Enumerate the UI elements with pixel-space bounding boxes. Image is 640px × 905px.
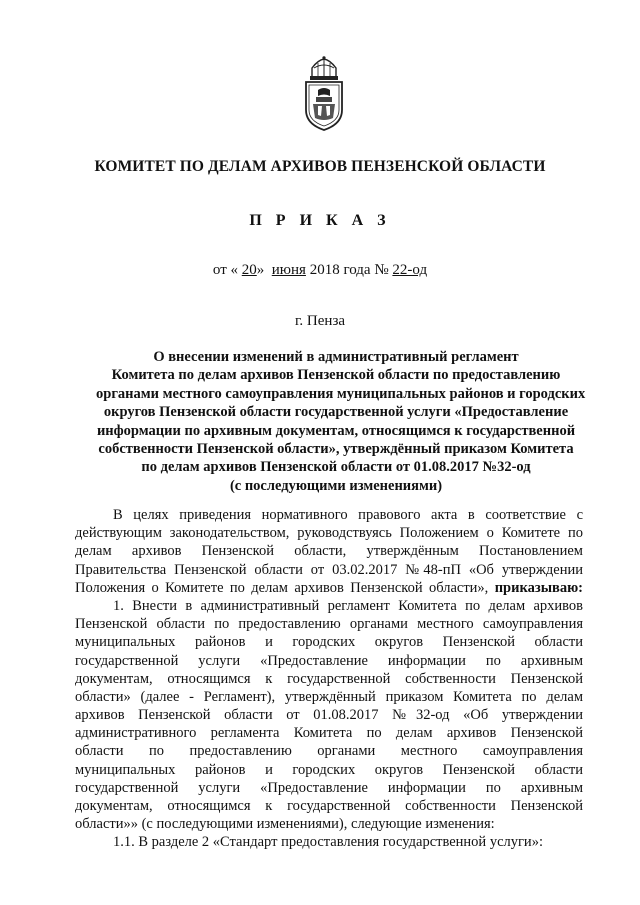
body-line: области»» (с последующими изменениями), следующие изменения: — [75, 816, 495, 833]
title-line: округов Пензенской области государственной услуги «Предоставление — [103, 404, 569, 421]
order-directive: приказываю: — [494, 579, 583, 596]
body-line: государственной услуги «Предоставление информации по архивным — [75, 652, 583, 669]
date-day: 20 — [241, 262, 257, 278]
title-line: органами местного самоуправления муниципальных районов и городских — [96, 385, 586, 402]
title-line: Комитета по делам архивов Пензенской области по предоставлению — [111, 367, 561, 384]
order-body — [75, 506, 583, 852]
date-prefix: от « — [212, 262, 239, 278]
order-date-line — [0, 262, 640, 279]
title-line: (с последующими изменениями) — [229, 477, 443, 494]
penza-coat-of-arms-icon — [298, 56, 350, 132]
body-line: муниципальных районов и городских округов Пензенской области — [75, 761, 583, 778]
title-line: информации по архивным документам, относящимся к государственной — [96, 422, 576, 439]
order-title — [96, 348, 586, 495]
body-line: В целях приведения нормативного правового акта в соответствие с — [113, 507, 583, 523]
date-month: июня — [271, 262, 306, 278]
document-type: П Р И К А З — [249, 212, 391, 229]
body-line: действующим законодательством, руководствуясь Положением о Комитете по — [75, 525, 583, 542]
body-line: Пензенской области по предоставлению органами местного самоуправления — [75, 616, 583, 633]
body-line: документам, относящимся к государственной собственности Пензенской — [75, 798, 583, 814]
order-number: 22-од — [392, 262, 428, 278]
body-line: документам, относящимся к государственной собственности Пензенской — [75, 670, 583, 687]
body-line: административного регламента Комитета по делам архивов Пензенской — [75, 725, 583, 742]
body-line-text: Положения о Комитете по делам архивов Пензенской области», — [75, 579, 489, 596]
body-line: области» (далее - Регламент), утверждённый приказом Комитета по делам — [75, 688, 583, 705]
title-line: по делам архивов Пензенской области от 01.08.2017 №32-од — [141, 459, 531, 476]
body-line: области по предоставлению органами местного самоуправления — [75, 743, 583, 760]
organization-name: КОМИТЕТ ПО ДЕЛАМ АРХИВОВ ПЕНЗЕНСКОЙ ОБЛАСТИ — [94, 158, 546, 175]
date-year: 2018 года № — [309, 262, 389, 278]
body-line: Правительства Пензенской области от 03.02.2017 №48-пП «Об утверждении — [75, 561, 583, 578]
city: г. Пенза — [294, 313, 346, 329]
body-line: государственной услуги «Предоставление информации по архивным — [75, 779, 583, 796]
body-line: 1. Внести в административный регламент Комитета по делам архивов — [113, 597, 583, 614]
body-line: 1.1. В разделе 2 «Стандарт предоставления государственной услуги»: — [113, 834, 543, 851]
title-line: О внесении изменений в административный регламент — [153, 349, 519, 365]
date-mid: » — [256, 262, 265, 278]
body-line — [75, 579, 583, 597]
title-line: собственности Пензенской области», утверждённый приказом Комитета — [98, 441, 574, 458]
body-line: муниципальных районов и городских округов Пензенской области — [75, 634, 583, 651]
body-line: архивов Пензенской области от 01.08.2017 №32-од «Об утверждении — [75, 707, 583, 724]
body-line: делам архивов Пензенской области, утверждённым Постановлением — [75, 543, 583, 560]
